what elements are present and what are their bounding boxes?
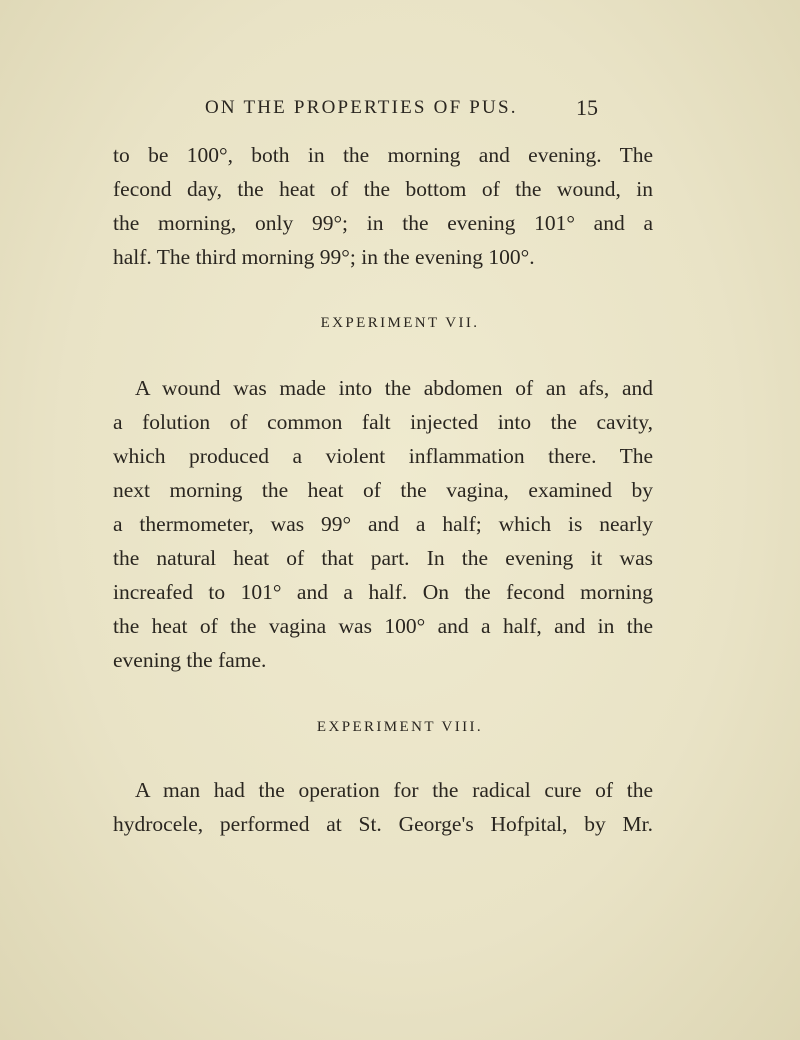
- paragraph-continuation: [113, 138, 653, 274]
- text-line: A man had the operation for the radical cure of the: [135, 778, 653, 802]
- text-line: evening the fame.: [113, 648, 267, 672]
- text-line: hydrocele, performed at St. George's Hofpital, by Mr.: [113, 812, 653, 836]
- text-line: the heat of the vagina was 100° and a half, and in the: [113, 614, 653, 638]
- text-line: next morning the heat of the vagina, examined by: [113, 478, 653, 502]
- experiment-viii-paragraph: [113, 773, 653, 841]
- running-head: ON THE PROPERTIES OF PUS.: [205, 97, 518, 118]
- experiment-vii-paragraph: [113, 371, 653, 677]
- text-line: the morning, only 99°; in the evening 101° and a: [113, 211, 653, 235]
- text-line: increafed to 101° and a half. On the fecond morning: [113, 580, 653, 604]
- text-line: a folution of common falt injected into the cavity,: [113, 410, 653, 434]
- text-line: to be 100°, both in the morning and evening. The: [113, 143, 653, 167]
- page-number: 15: [576, 95, 598, 120]
- text-line: fecond day, the heat of the bottom of the wound, in: [113, 177, 653, 201]
- experiment-viii-heading: EXPERIMENT VIII.: [316, 719, 484, 735]
- text-line: which produced a violent inflammation there. The: [113, 444, 653, 468]
- text-line: A wound was made into the abdomen of an afs, and: [135, 376, 653, 400]
- experiment-vii-heading: EXPERIMENT VII.: [320, 315, 480, 331]
- text-line: the natural heat of that part. In the evening it was: [113, 546, 653, 570]
- text-line: a thermometer, was 99° and a half; which is nearly: [113, 512, 653, 536]
- text-line: half. The third morning 99°; in the evening 100°.: [113, 245, 535, 269]
